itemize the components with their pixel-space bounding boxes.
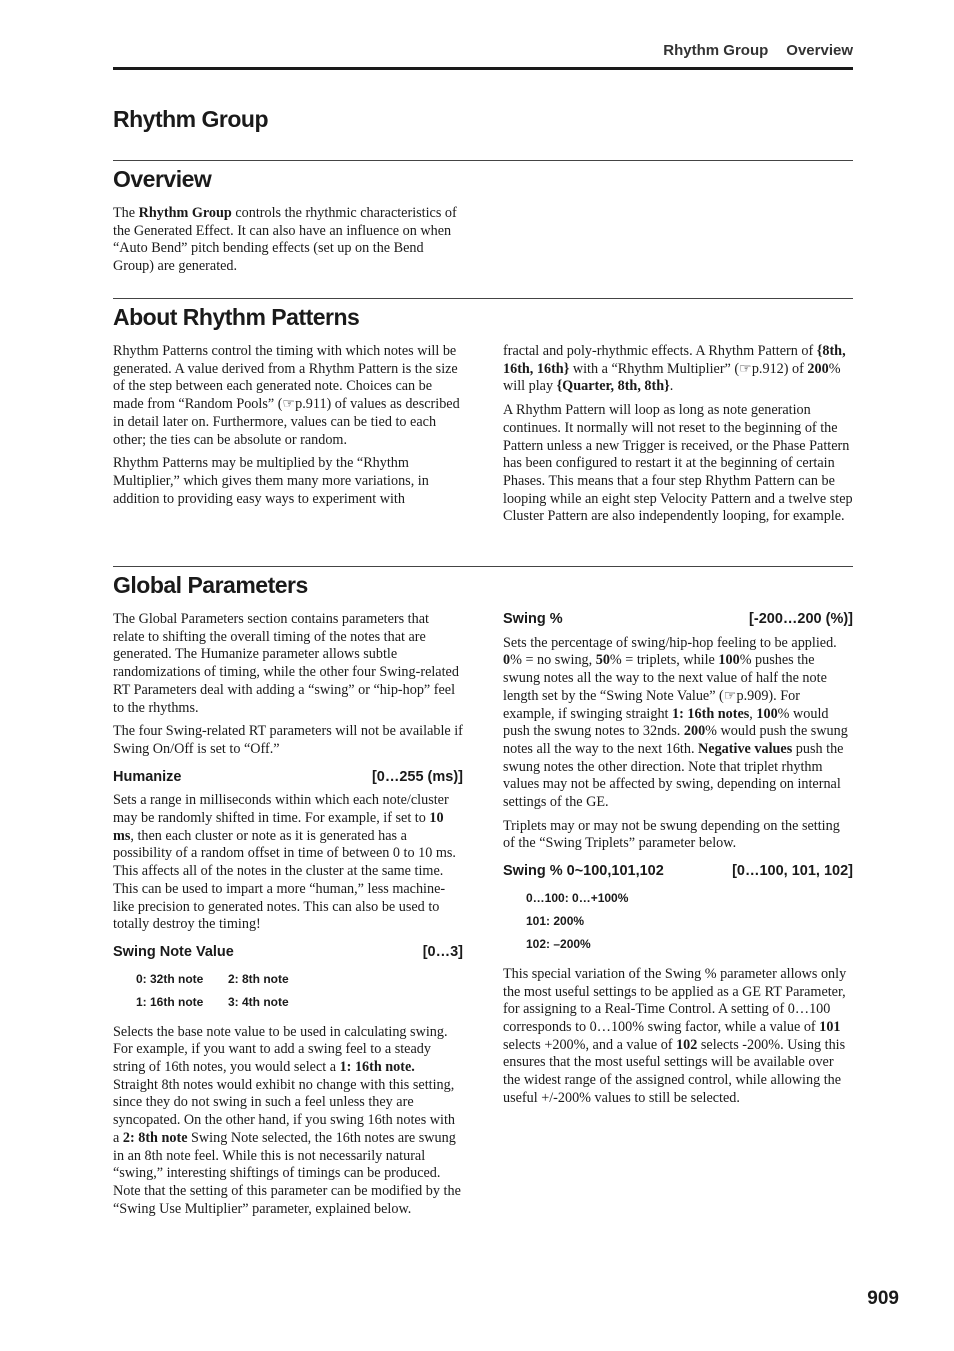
about-right-paragraph-2: A Rhythm Pattern will loop as long as note generation continues. It normally will not reset to the beginning of the Pattern unless a new Trigger is received, or the Phase Pattern has been configured to restart it at the beginning of certain Phases. This means that a four step Rhythm Pattern can be looping while an eight step Velocity Pattern and a twelve step Cluster Pattern are also independently looping, for example. <box>503 402 853 525</box>
swing-percent-102-options <box>526 887 853 956</box>
swing-note-value-param-header <box>113 944 463 962</box>
bold-term: 2: 8th note <box>122 1129 188 1146</box>
humanize-name: Humanize <box>113 768 182 785</box>
section-rule <box>113 298 853 299</box>
global-intro-paragraph-2: The four Swing-related RT parameters will not be available if Swing On/Off is set to “Off.” <box>113 723 463 757</box>
bold-term: 200 <box>807 360 829 377</box>
page-title: Rhythm Group <box>113 106 268 132</box>
overview-heading-block <box>113 166 211 193</box>
option-row <box>136 968 463 991</box>
global-intro-paragraph-1: The Global Parameters section contains parameters that relate to shifting the overall timing of the notes that are generated. The Humanize parameter allows subtle randomizations of timing, while the other four Swing-related RT Parameters deal with adding a “swing” or “hip-hop” feel to the rhythms. <box>113 611 459 716</box>
bold-term: 0 <box>503 652 511 669</box>
running-header-section: Rhythm Group <box>663 42 769 59</box>
bold-term: 200 <box>683 723 706 740</box>
bold-term: Rhythm Group <box>138 205 232 221</box>
option-value: 102: –200% <box>526 936 591 951</box>
bold-term: Negative values <box>698 740 793 757</box>
bold-term: 100 <box>756 705 778 722</box>
option-value: 3: 4th note <box>228 994 289 1009</box>
swing-percent-name: Swing % <box>503 611 563 627</box>
running-header <box>663 42 853 59</box>
bold-term: 102 <box>676 1036 698 1053</box>
swing-percent-description-1: Sets the percentage of swing/hip-hop feeling to be applied. 0% = no swing, 50% = triplets, while 100% pushes the swung notes all the way to the next value of half the note length set by the “Swing Note Value” (☞p.909). For example, if swinging straight 1: 16th notes, 100% would push the swung notes to 32nds. 200% would push the swung notes all the way to the next 16th. Negative values push the swung notes the other direction. Note that triplet rhythm values may not be affected by swing, depending on internal settings of the GE. <box>503 634 848 811</box>
swing-percent-102-name: Swing % 0~100,101,102 <box>503 863 664 880</box>
about-left-paragraph-2: Rhythm Patterns may be multiplied by the “Rhythm Multiplier,” which gives them many more variations, in addition to providing easy ways to experiment with <box>113 455 429 507</box>
about-left-column <box>113 343 463 514</box>
bold-term: 50 <box>595 652 610 669</box>
swing-percent-range: [-200…200 (%)] <box>749 611 853 627</box>
about-patterns-heading: About Rhythm Patterns <box>113 304 360 330</box>
swing-percent-102-param-header <box>503 863 853 881</box>
about-left-paragraph-1: Rhythm Patterns control the timing with which notes will be generated. A value derived from a Rhythm Pattern is the size of the step between each generated note. Choices can be made from “Random Pools” (☞p.911) of values as described in detail later on. Furthermore, values can be tied to each other; the ties can be absolute or random. <box>113 343 460 448</box>
page-title-block <box>113 106 268 133</box>
option-value: 1: 16th note <box>136 994 204 1009</box>
swing-percent-param-header <box>503 611 853 629</box>
section-rule <box>113 566 853 567</box>
bold-term: 10 ms <box>113 810 444 844</box>
bold-term: {Quarter, 8th, 8th} <box>556 378 670 395</box>
option-value: 0…100: 0…+100% <box>526 890 629 905</box>
bold-term: 1: 16th note. <box>339 1059 415 1076</box>
bold-term: {8th, 16th, 16th} <box>503 343 846 377</box>
running-header-subsection: Overview <box>786 42 853 59</box>
section-rule <box>113 160 853 161</box>
option-value: 2: 8th note <box>228 971 289 986</box>
global-heading-block <box>113 572 308 599</box>
global-right-column <box>503 611 853 1113</box>
header-rule <box>113 67 853 70</box>
humanize-range: [0…255 (ms)] <box>371 768 463 785</box>
option-row <box>136 991 463 1014</box>
swing-percent-102-description: This special variation of the Swing % parameter allows only the most useful settings to be applied as a GE RT Parameter, for assigning to a Real-Time Control. A setting of 0…100 corresponds to 0…100% swing factor, while a value of 101 selects +200%, and a value of 102 selects -200%. Using this ensures that the most useful settings will be available over the widest range of the assigned control, while allowing the useful +/-200% values to still be selected. <box>503 965 847 1106</box>
global-parameters-heading: Global Parameters <box>113 572 308 598</box>
bold-term: 100 <box>718 652 740 669</box>
swing-note-value-options <box>136 968 463 1014</box>
bold-term: 101 <box>819 1018 841 1035</box>
swing-note-value-description: Selects the base note value to be used in calculating swing. For example, if you want to add a swing feel to a steady string of 16th notes, you would select a 1: 16th note. Straight 8th notes would exhibit no change with this setting, since they do not swing in such a feel unless they are syncopated. On the other hand, if you swing 16th notes with a 2: 8th note Swing Note selected, the 16th notes are swung in an 8th note feel. While this is not necessarily natural “swing,” interesting shiftings of timings can be produced. Note that the setting of this parameter can be modified by the “Swing Use Multiplier” parameter, explained below. <box>113 1023 461 1217</box>
bold-term: 1: 16th notes <box>672 705 750 722</box>
swing-note-value-range: [0…3] <box>422 943 463 960</box>
swing-percent-102-range: [0…100, 101, 102] <box>732 863 853 880</box>
option-value: 101: 200% <box>526 913 585 928</box>
global-left-column <box>113 611 463 1224</box>
page-number: 909 <box>867 1288 899 1309</box>
humanize-param-header <box>113 769 463 787</box>
overview-paragraph: The Rhythm Group controls the rhythmic characteristics of the Generated Effect. It can also have an influence on when “Auto Bend” pitch bending effects (set up on the Bend Group) are generated. <box>113 205 457 275</box>
swing-percent-description-2: Triplets may or may not be swung depending on the setting of the “Swing Triplets” parameter below. <box>503 817 840 852</box>
about-right-paragraph-1: fractal and poly-rhythmic effects. A Rhythm Pattern of {8th, 16th, 16th} with a “Rhythm Multiplier” (☞p.912) of 200% will play {Quarter, 8th, 8th}. <box>503 343 846 395</box>
swing-note-value-name: Swing Note Value <box>113 943 234 960</box>
about-heading-block <box>113 304 359 331</box>
humanize-description: Sets a range in milliseconds within which each note/cluster may be randomly shifted in time. For example, if set to 10 ms, then each cluster or note as it is generated has a possibility of a random offset in time of between 0 to 10 ms. This affects all of the notes in the cluster at the same time. This can be used to impart a more “human,” less machine-like precision to generated notes. This can also be used to totally destroy the timing! <box>113 792 456 933</box>
overview-body <box>113 205 463 282</box>
option-value: 0: 32th note <box>136 971 204 986</box>
overview-heading: Overview <box>113 166 212 192</box>
about-right-column <box>503 343 853 532</box>
